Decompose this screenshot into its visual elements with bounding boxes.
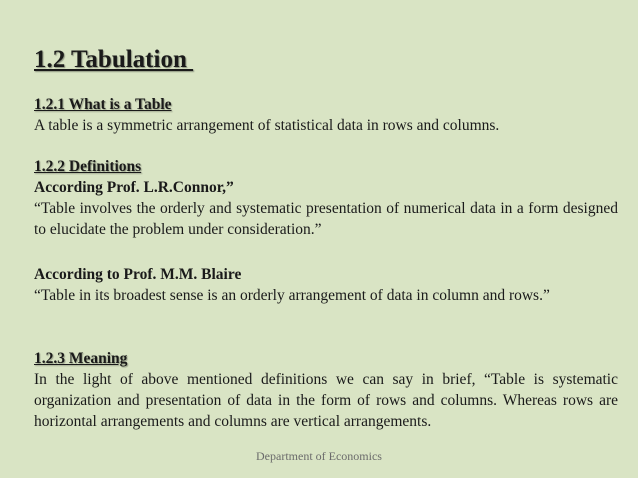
section-text: A table is a symmetric arrangement of statistical data in rows and columns. — [34, 117, 500, 134]
slide-content — [34, 0, 618, 478]
section-heading: 1.2.3 Meaning — [34, 350, 128, 367]
section-text: In the light of above mentioned definitions we can say in brief, “Table is systematic organization and presentation of data in the form of rows and columns. Whereas rows are horizontal arrangements and columns are vertical arrangements. — [34, 371, 618, 430]
section-definitions — [34, 157, 618, 240]
section-what-is-table — [34, 95, 618, 136]
author-line: According Prof. L.R.Connor,” — [34, 179, 234, 196]
author-line: According to Prof. M.M. Blaire — [34, 266, 242, 283]
section-heading: 1.2.2 Definitions — [34, 158, 142, 175]
page-title: 1.2 Tabulation — [34, 46, 194, 73]
section-meaning — [34, 349, 618, 432]
definition-quote: “Table in its broadest sense is an orderly arrangement of data in column and rows.” — [34, 287, 550, 304]
section-heading: 1.2.1 What is a Table — [34, 96, 172, 113]
section-definition-2 — [34, 264, 618, 306]
definition-quote: “Table involves the orderly and systematic presentation of numerical data in a form designed to elucidate the problem under consideration.” — [34, 200, 618, 238]
footer: Department of Economics — [256, 449, 382, 463]
